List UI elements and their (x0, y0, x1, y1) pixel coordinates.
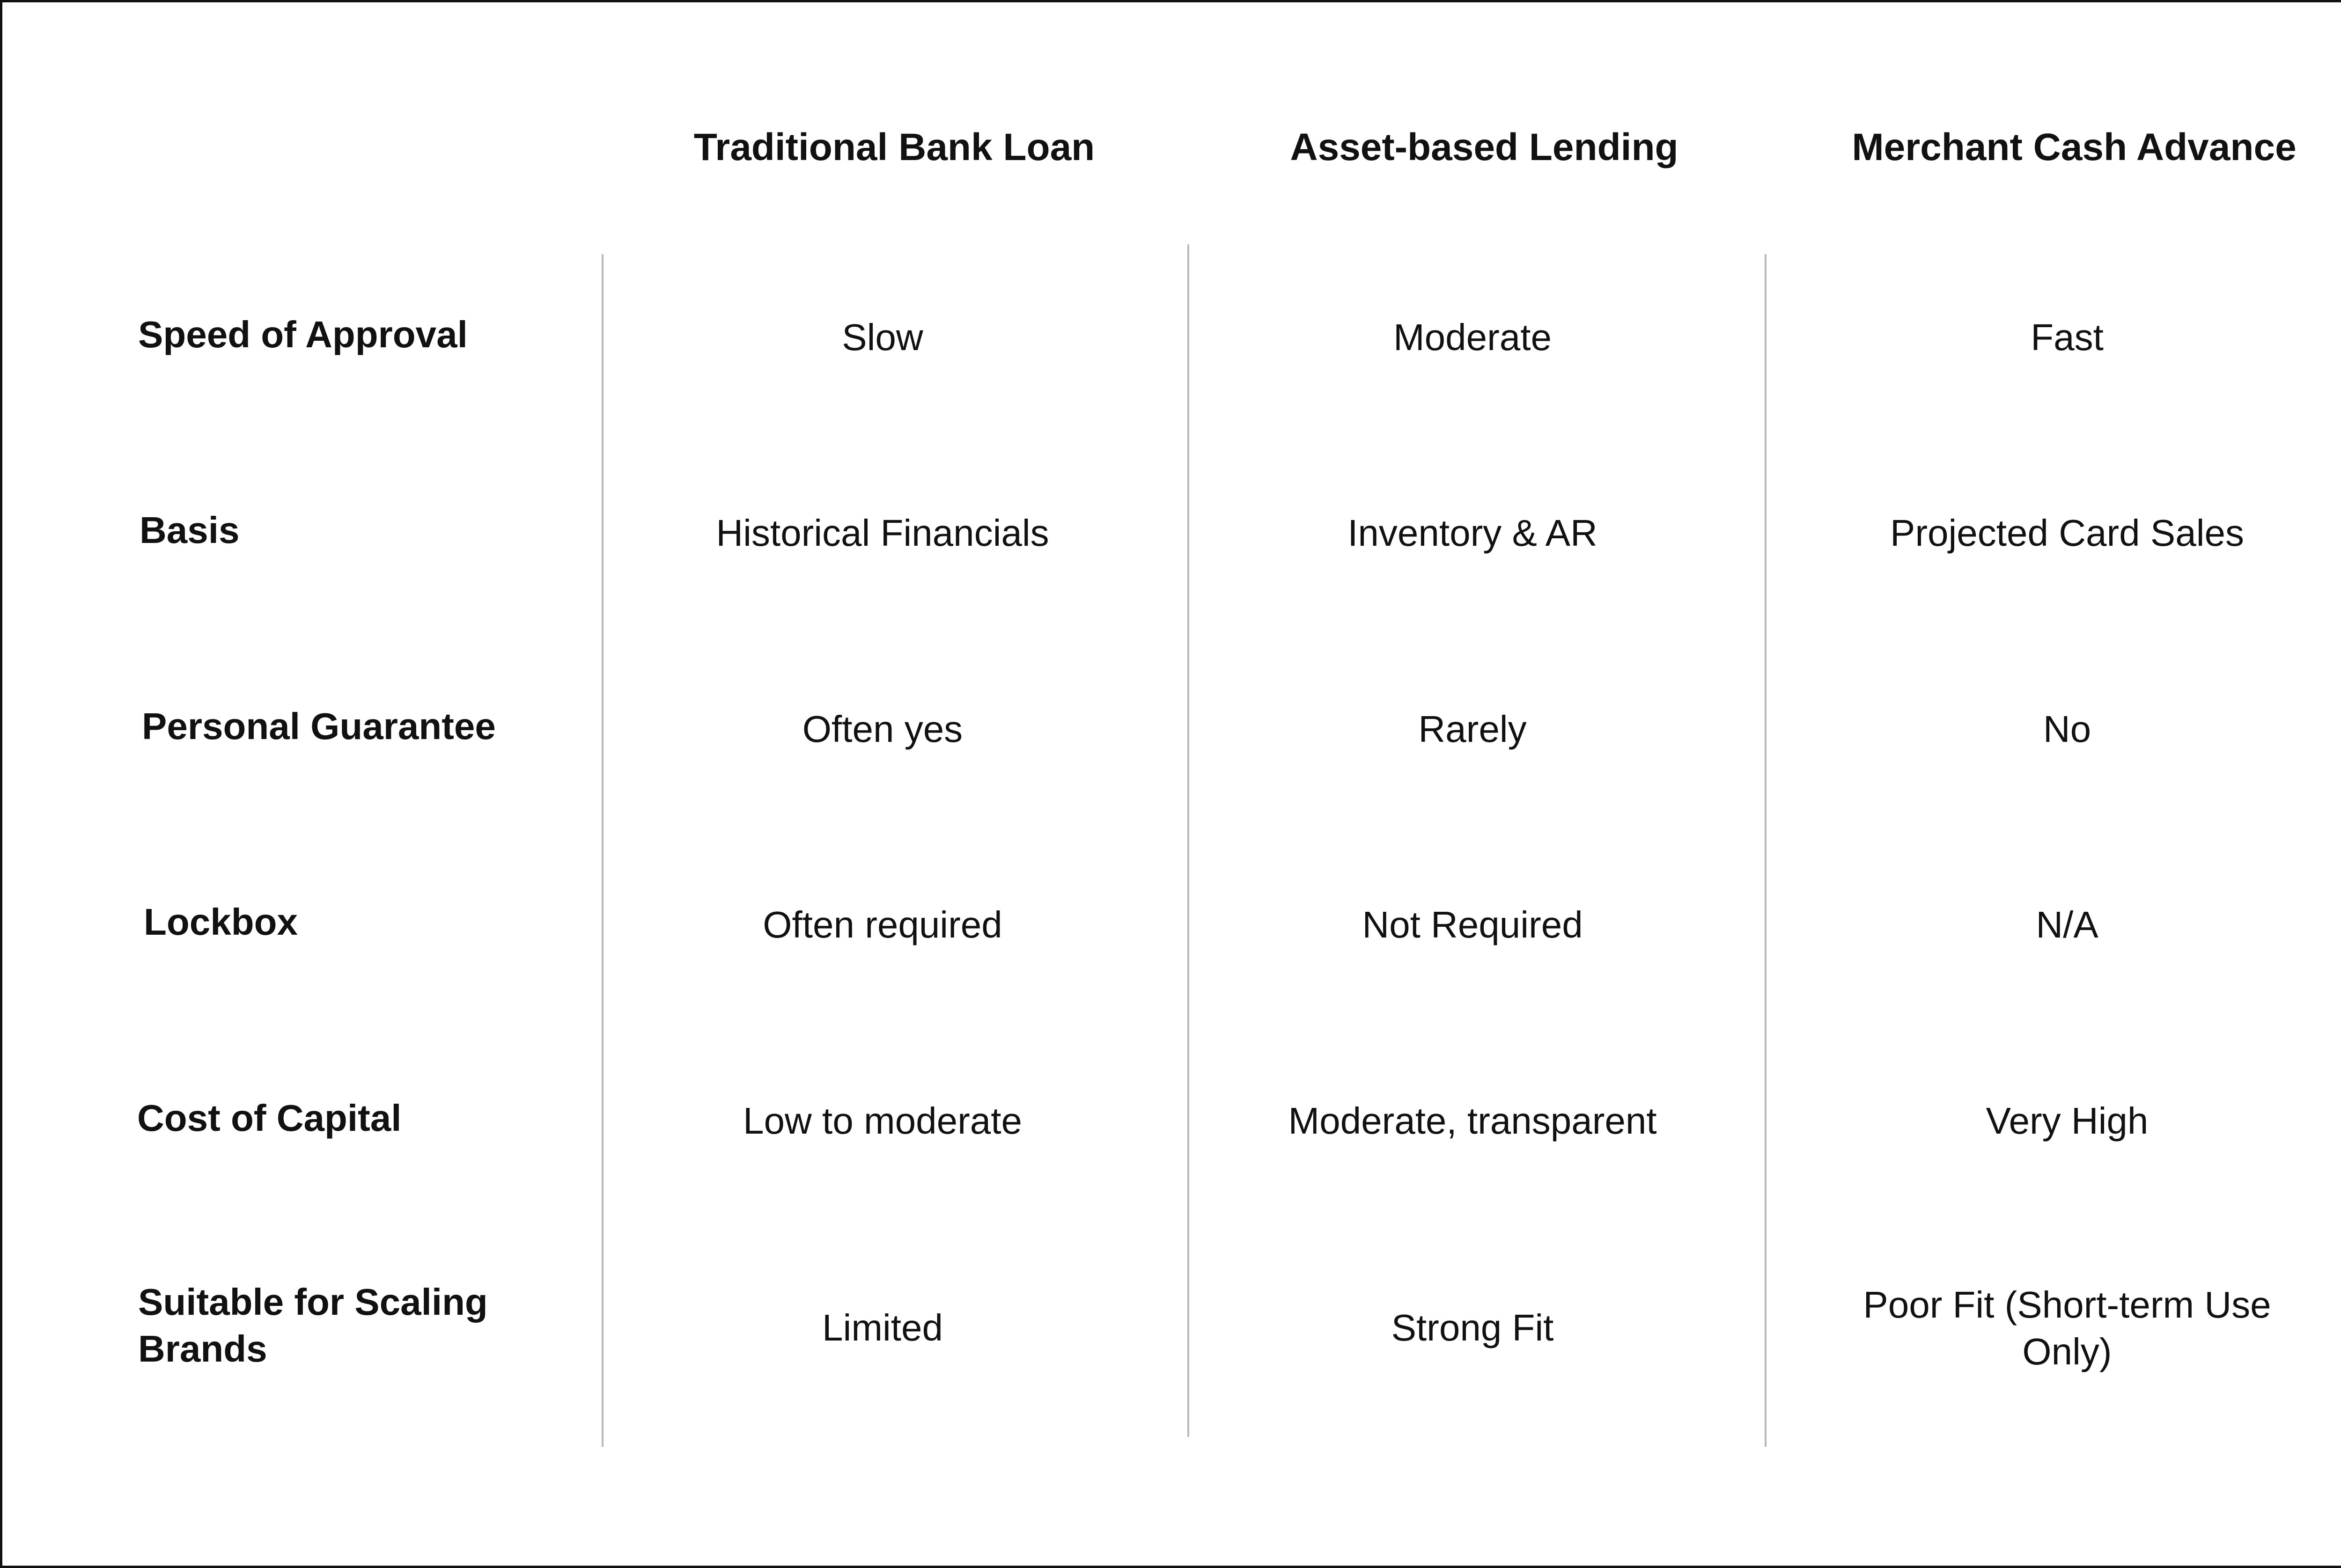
column-divider-1 (602, 254, 604, 1447)
cell-lockbox-asset-based: Not Required (1362, 904, 1583, 945)
column-header-merchant-cash-advance: Merchant Cash Advance (1852, 126, 2297, 169)
cell-basis-merchant: Projected Card Sales (1890, 512, 2244, 554)
row-label-personal-guarantee: Personal Guarantee (142, 705, 496, 747)
cell-suitable-for-scaling-brands-traditional: Limited (822, 1307, 943, 1348)
cell-cost-of-capital-traditional: Low to moderate (743, 1100, 1022, 1142)
row-label-lockbox: Lockbox (144, 901, 298, 943)
column-header-traditional-bank-loan: Traditional Bank Loan (693, 126, 1095, 169)
cell-basis-asset-based: Inventory & AR (1347, 512, 1597, 554)
cell-suitable-for-scaling-brands-merchant: Poor Fit (Short-term Use Only) (1863, 1284, 2271, 1372)
cell-speed-of-approval-traditional: Slow (842, 316, 923, 358)
column-header-asset-based-lending: Asset-based Lending (1290, 126, 1678, 169)
row-label-speed-of-approval: Speed of Approval (138, 314, 468, 355)
cell-lockbox-merchant: N/A (2036, 904, 2098, 945)
cell-lockbox-traditional: Often required (763, 904, 1002, 945)
cell-speed-of-approval-asset-based: Moderate (1393, 316, 1552, 358)
cell-personal-guarantee-traditional: Often yes (802, 708, 963, 750)
cell-speed-of-approval-merchant: Fast (2031, 316, 2104, 358)
cell-cost-of-capital-merchant: Very High (1986, 1100, 2149, 1142)
column-divider-2 (1187, 244, 1189, 1437)
cell-suitable-for-scaling-brands-asset-based: Strong Fit (1391, 1307, 1554, 1348)
cell-personal-guarantee-asset-based: Rarely (1418, 708, 1527, 750)
cell-cost-of-capital-asset-based: Moderate, transparent (1288, 1100, 1657, 1142)
cell-personal-guarantee-merchant: No (2043, 708, 2091, 750)
row-label-suitable-for-scaling-brands: Suitable for Scaling Brands (138, 1281, 488, 1370)
cell-basis-traditional: Historical Financials (716, 512, 1049, 554)
column-divider-3 (1765, 254, 1767, 1447)
row-label-cost-of-capital: Cost of Capital (137, 1097, 402, 1139)
row-label-basis: Basis (140, 509, 240, 551)
